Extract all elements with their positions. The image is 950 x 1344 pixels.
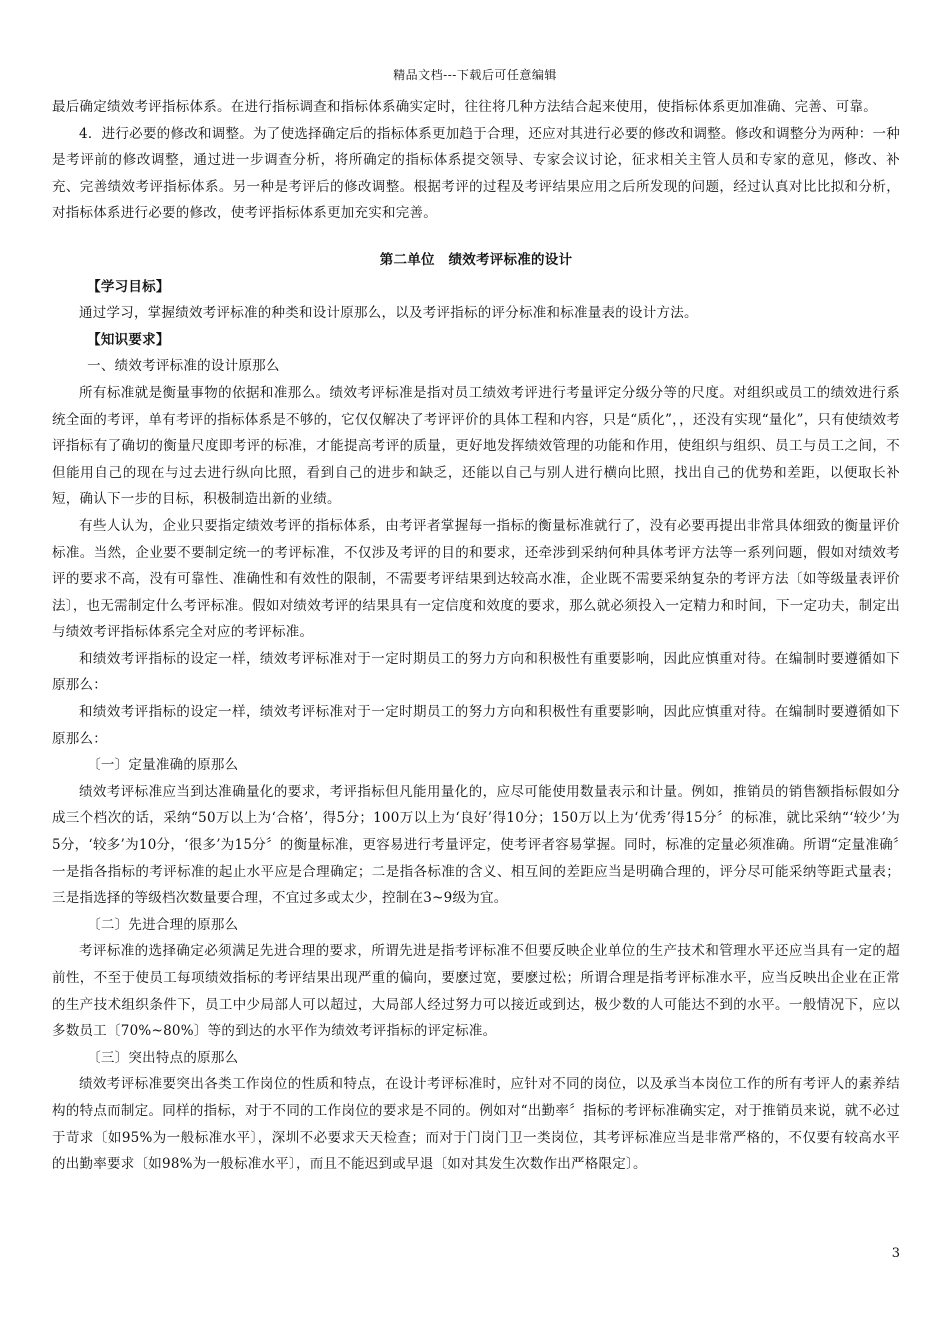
paragraph: 有些人认为，企业只要指定绩效考评的指标体系，由考评者掌握每一指标的衡量标准就行了，没有必要再提出非常具体细致的衡量评价标准。当然，企业要不要制定统一的考评标准，不仅涉及考评的目的和要求，还牵涉到采纳何种具体考评方法等一系列问题，假如对绩效考评的要求不高，没有可靠性、准确性和有效性的限制，不需要考评结果到达较高水准，企业既不需要采纳复杂的考评方法〔如等级量表评价法〕，也无需制定什么考评标准。假如对绩效考评的结果具有一定信度和效度的要求，那么就必须投入一定精力和时间，下一定功夫，制定出与绩效考评指标体系完全对应的考评标准。: [52, 517, 900, 641]
subheading: 〔二〕先进合理的原那么: [87, 916, 239, 933]
page-number: 3: [891, 1246, 900, 1261]
paragraph: 绩效考评标准要突出各类工作岗位的性质和特点，在设计考评标准时，应针对不同的岗位，以及承当本岗位工作的所有考评人的素养结构的特点而制定。同样的指标，对于不同的工作岗位的要求是不同的。例如对“出勤率〞指标的考评标准确实定，对于推销员来说，就不必过于苛求〔如95%为一般标准水平〕，深圳不必要求天天检查；而对于门岗门卫一类岗位，其考评标准应当是非常严格的，不仅要有较高水平的出勤率要求〔如98%为一般标准水平〕，而且不能迟到或早退〔如对其发生次数作出严格限定〕。: [52, 1076, 900, 1173]
paragraph: 绩效考评标准应当到达准确量化的要求，考评指标但凡能用量化的，应尽可能使用数量表示和计量。例如，推销员的销售额指标假如分成三个档次的话，采纳“50万以上为‘合格’，得5分；100万以上为‘良好’得10分；150万以上为‘优秀’得15分〞的标准，就比采纳“‘较少’为5分，‘较多’为10分，‘很多’为15分〞的衡量标准，更容易进行考量评定，使考评者容易掌握。同时，标准的定量必须准确。所谓“定量准确〞一是指各指标的考评标准的起止水平应是合理确定；二是指各标准的含义、相互间的差距应当是明确合理的，评分尽可能采纳等距式量表；三是指选择的等级档次数量要合理，不宜过多或太少，控制在3~9级为宜。: [52, 783, 900, 907]
section-title: 第二单位 绩效考评标准的设计: [379, 251, 573, 268]
subheading: 〔一〕定量准确的原那么: [87, 757, 239, 774]
paragraph: 和绩效考评指标的设定一样，绩效考评标准对于一定时期员工的努力方向和积极性有重要影响，因此应慎重对待。在编制时要遵循如下原那么：: [52, 650, 900, 694]
paragraph: 4．进行必要的修改和调整。为了使选择确定后的指标体系更加趋于合理，还应对其进行必要的修改和调整。修改和调整分为两种：一种是考评前的修改调整，通过进一步调查分析，将所确定的指标体系提交领导、专家会议讨论，征求相关主管人员和专家的意见，修改、补充、完善绩效考评指标体系。另一种是考评后的修改调整。根据考评的过程及考评结果应用之后所发现的问题，经过认真对比比拟和分析，对指标体系进行必要的修改，使考评指标体系更加充实和完善。: [52, 125, 900, 222]
subheading: 一、绩效考评标准的设计原那么: [87, 358, 280, 375]
paragraph: 通过学习，掌握绩效考评标准的种类和设计原那么，以及考评指标的评分标准和标准量表的设计方法。: [79, 305, 698, 322]
section-label: 【学习目标】: [87, 278, 170, 295]
page-header: 精品文档---下载后可任意编辑: [393, 68, 557, 82]
document-body: [52, 94, 900, 1178]
paragraph: 最后确定绩效考评指标体系。在进行指标调查和指标体系确实定时，往往将几种方法结合起来使用，使指标体系更加准确、完善、可靠。: [52, 99, 877, 115]
subheading: 〔三〕突出特点的原那么: [87, 1049, 239, 1066]
section-label: 【知识要求】: [87, 331, 170, 348]
paragraph: 和绩效考评指标的设定一样，绩效考评标准对于一定时期员工的努力方向和积极性有重要影响，因此应慎重对待。在编制时要遵循如下原那么：: [52, 704, 900, 747]
paragraph: 所有标准就是衡量事物的依据和准那么。绩效考评标准是指对员工绩效考评进行考量评定分级分等的尺度。对组织或员工的绩效进行系统全面的考评，单有考评的指标体系是不够的，它仅仅解决了考评评价的具体工程和内容，只是“质化”，，还没有实现“量化”，只有使绩效考评指标有了确切的衡量尺度即考评的标准，才能提高考评的质量，更好地发挥绩效管理的功能和作用，使组织与组织、员工与员工之间，不但能用自己的现在与过去进行纵向比照，看到自己的进步和缺乏，还能以自己与别人进行横向比照，找出自己的优势和差距，以便取长补短，确认下一步的目标，积极制造出新的业绩。: [52, 384, 900, 508]
paragraph: 考评标准的选择确定必须满足先进合理的要求，所谓先进是指考评标准不但要反映企业单位的生产技术和管理水平还应当具有一定的超前性，不至于使员工每项绩效指标的考评结果出现严重的偏向，要麽过宽，要麽过松；所谓合理是指考评标准水平，应当反映出企业在正常的生产技术组织条件下，员工中少局部人可以超过，大局部人经过努力可以接近或到达，极少数的人可能达不到的水平。一般情况下，应以多数员工〔70%~80%〕等的到达的水平作为绩效考评指标的评定标准。: [52, 943, 900, 1040]
